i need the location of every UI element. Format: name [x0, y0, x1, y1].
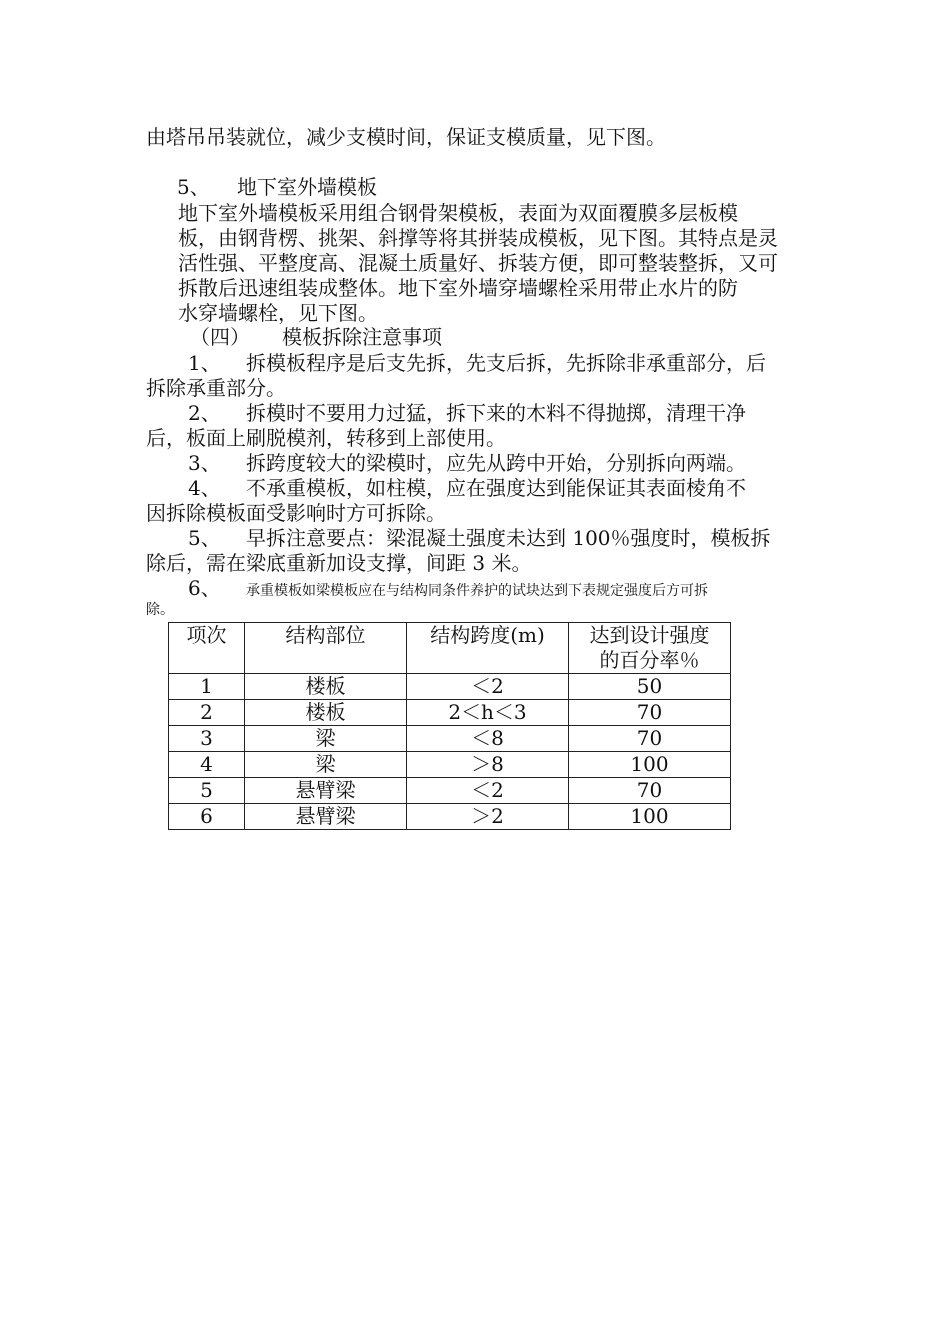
section-4-number: （四） [190, 325, 250, 349]
section-5-title: 地下室外墙模板 [237, 175, 377, 199]
item-4-continuation: 因拆除模板面受影响时方可拆除。 [146, 501, 446, 525]
strength-table [168, 622, 731, 830]
item-4-text: 不承重模板，如柱模，应在强度达到能保证其表面棱角不 [246, 476, 746, 500]
item-5-number: 5、 [188, 526, 221, 550]
table-cell: ＜2 [407, 674, 569, 700]
item-5-text: 早拆注意要点：梁混凝土强度未达到 100％强度时，模板拆 [246, 526, 771, 550]
section-5-heading [177, 174, 377, 200]
item-2-continuation: 后，板面上刷脱模剂，转移到上部使用。 [146, 426, 506, 450]
table-cell: 100 [569, 804, 731, 830]
header-strength-line2: 的百分率％ [599, 648, 700, 672]
table-cell: 2＜h＜3 [407, 700, 569, 726]
table-cell: 3 [169, 726, 245, 752]
table-row [169, 726, 731, 752]
item-6-continuation: 除。 [146, 602, 174, 618]
item-2-number: 2、 [188, 401, 221, 425]
table-cell: 悬臂梁 [245, 804, 407, 830]
table-cell: 悬臂梁 [245, 778, 407, 804]
item-3-line [188, 450, 746, 476]
table-cell: 100 [569, 752, 731, 778]
table-cell: 梁 [245, 726, 407, 752]
section-5-body-line: 拆散后迅速组装成整体。地下室外墙穿墙螺栓采用带止水片的防 [178, 276, 738, 300]
item-6-text: 承重模板如梁模板应在与结构同条件养护的试块达到下表规定强度后方可拆 [246, 583, 708, 599]
section-5-body-line: 板，由钢背楞、挑架、斜撑等将其拼装成模板，见下图。其特点是灵 [178, 226, 778, 250]
header-cell-part: 结构部位 [245, 623, 407, 674]
item-6-number: 6、 [188, 576, 221, 600]
section-5-body-line: 地下室外墙模板采用组合钢骨架模板，表面为双面覆膜多层板模 [178, 201, 738, 225]
intro-line: 由塔吊吊装就位，减少支模时间，保证支模质量，见下图。 [146, 125, 666, 149]
item-2-text: 拆模时不要用力过猛，拆下来的木料不得抛掷，清理干净 [246, 401, 746, 425]
table-row [169, 700, 731, 726]
item-1-continuation: 拆除承重部分。 [146, 376, 286, 400]
section-4-heading [190, 324, 442, 350]
item-1-number: 1、 [188, 351, 221, 375]
table-cell: ＜8 [407, 726, 569, 752]
table-row [169, 778, 731, 804]
table-cell: 2 [169, 700, 245, 726]
table-cell: 1 [169, 674, 245, 700]
table-cell: 楼板 [245, 674, 407, 700]
table-cell: 50 [569, 674, 731, 700]
item-5-continuation: 除后，需在梁底重新加设支撑，间距 3 米。 [146, 551, 532, 575]
header-cell-item: 项次 [169, 623, 245, 674]
item-2-line [188, 400, 746, 426]
item-4-number: 4、 [188, 476, 221, 500]
item-6-line [188, 575, 708, 604]
item-4-line [188, 475, 746, 501]
section-4-title: 模板拆除注意事项 [282, 325, 442, 349]
item-1-line [188, 350, 766, 376]
table-cell: 楼板 [245, 700, 407, 726]
table-row [169, 752, 731, 778]
item-3-text: 拆跨度较大的梁模时，应先从跨中开始，分别拆向两端。 [246, 451, 746, 475]
table-cell: 70 [569, 700, 731, 726]
table-cell: 4 [169, 752, 245, 778]
table-cell: 70 [569, 778, 731, 804]
table-cell: 6 [169, 804, 245, 830]
section-5-number: 5、 [177, 175, 210, 199]
table-row [169, 804, 731, 830]
header-cell-span: 结构跨度(m) [407, 623, 569, 674]
section-5-body-line: 活性强、平整度高、混凝土质量好、拆装方便，即可整装整拆，又可 [178, 251, 778, 275]
item-1-text: 拆模板程序是后支先拆，先支后拆，先拆除非承重部分，后 [246, 351, 766, 375]
section-5-body-line: 水穿墙螺栓，见下图。 [178, 301, 378, 325]
table-header-row [169, 623, 731, 674]
table-cell: ＞2 [407, 804, 569, 830]
table-row [169, 674, 731, 700]
table-cell: 5 [169, 778, 245, 804]
item-3-number: 3、 [188, 451, 221, 475]
header-cell-strength [569, 623, 731, 674]
table-cell: 70 [569, 726, 731, 752]
table-cell: 梁 [245, 752, 407, 778]
item-5-line [188, 525, 771, 551]
table-cell: ＞8 [407, 752, 569, 778]
header-strength-line1: 达到设计强度 [589, 623, 710, 647]
table-cell: ＜2 [407, 778, 569, 804]
